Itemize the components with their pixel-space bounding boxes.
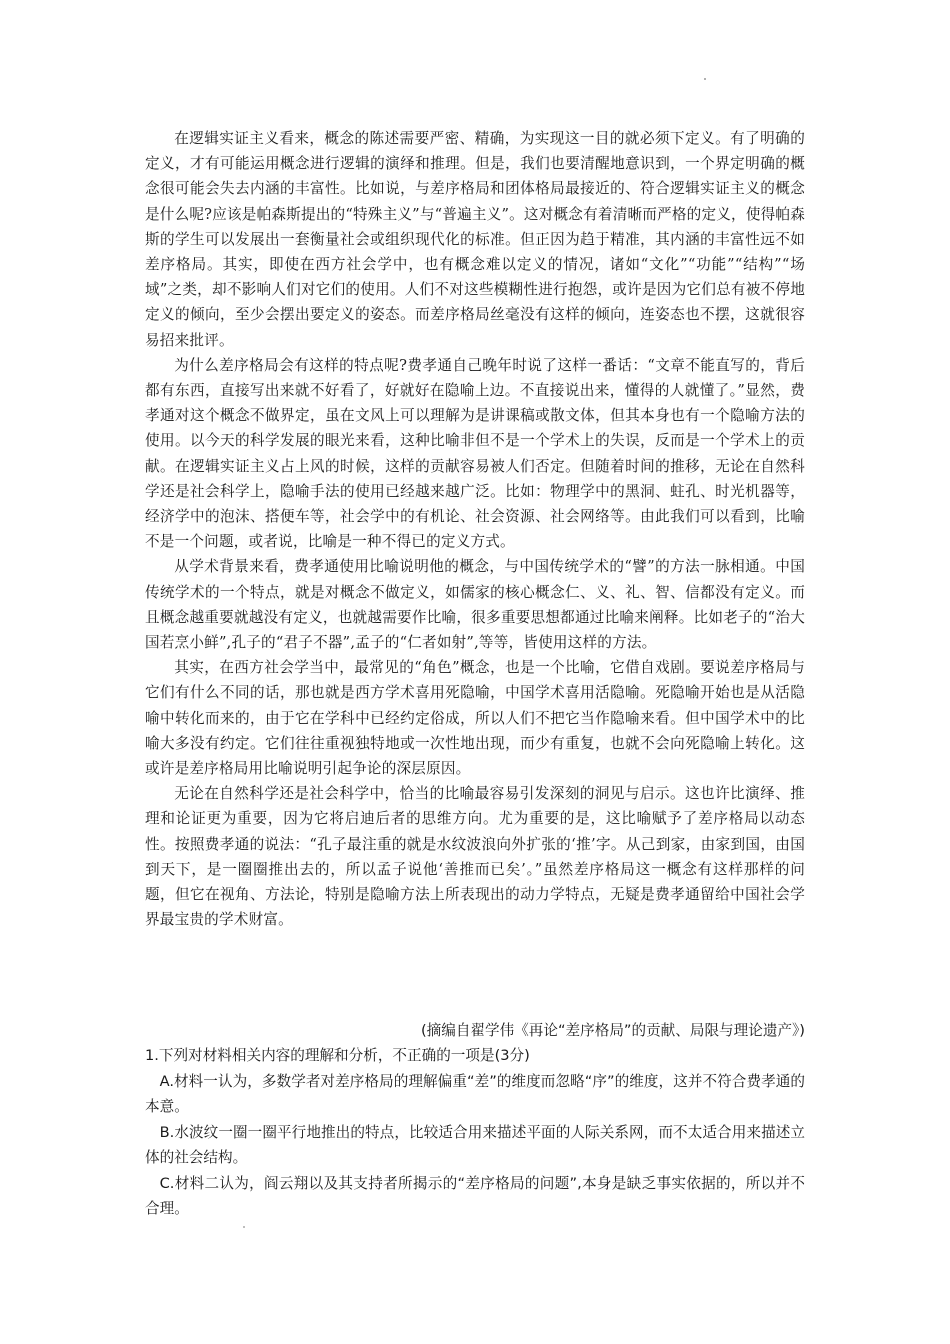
option-c: C.材料二认为，阎云翔以及其支持者所揭示的“差序格局的问题”,本身是缺乏事实依据的，所以并不合理。 (145, 1174, 805, 1217)
question-stem: 1.下列对材料相关内容的理解和分析，不正确的一项是(3分) (145, 1047, 530, 1064)
source-citation: (摘编自翟学伟《再论“差序格局”的贡献、局限与理论遗产》) (420, 1022, 805, 1039)
paragraph: 其实，在西方社会学当中，最常见的“角色”概念，也是一个比喻，它借自戏剧。要说差序格局与它们有什么不同的话，那也就是西方学术喜用死隐喻，中国学术喜用活隐喻。死隐喻开始也是从活隐喻中转化而来的，由于它在学科中已经约定俗成，所以人们不把它当作隐喻来看。但中国学术中的比喻大多没有约定。它们往往重视独特地或一次性地出现，而少有重复，也就不会向死隐喻上转化。这或许是差序格局用比喻说明引起争论的深层原因。 (145, 659, 805, 778)
scan-dot (704, 78, 706, 80)
scan-dot (243, 1226, 245, 1228)
option-b: B.水波纹一圈一圈平行地推出的特点，比较适合用来描述平面的人际关系网，而不太适合用来描述立体的社会结构。 (145, 1123, 805, 1166)
paragraph: 无论在自然科学还是社会科学中，恰当的比喻最容易引发深刻的洞见与启示。这也许比演绎、推理和论证更为重要，因为它将启迪后者的思维方向。尤为重要的是，这比喻赋予了差序格局以动态性。按照费孝通的说法：“孔子最注重的就是水纹波浪向外扩张的‘推’字。从己到家，由家到国，由国到天下，是一圈圈推出去的，所以孟子说他‘善推而已矣’。”虽然差序格局这一概念有这样那样的问题，但它在视角、方法论，特别是隐喻方法上所表现出的动力学特点，无疑是费孝通留给中国社会学界最宝贵的学术财富。 (145, 785, 805, 929)
paragraph: 从学术背景来看，费孝通使用比喻说明他的概念，与中国传统学术的“譬”的方法一脉相通。中国传统学术的一个特点，就是对概念不做定义，如儒家的核心概念仁、义、礼、智、信都没有定义。而且概念越重要就越没有定义，也就越需要作比喻，很多重要思想都通过比喻来阐释。比如老子的“治大国若烹小鲜”,孔子的“君子不器”,孟子的“仁者如射”,等等，皆使用这样的方法。 (145, 558, 805, 652)
paragraph: 在逻辑实证主义看来，概念的陈述需要严密、精确，为实现这一目的就必须下定义。有了明确的定义，才有可能运用概念进行逻辑的演绎和推理。但是，我们也要清醒地意识到，一个界定明确的概念很可能会失去内涵的丰富性。比如说，与差序格局和团体格局最接近的、符合逻辑实证主义的概念是什么呢?应该是帕森斯提出的“特殊主义”与“普遍主义”。这对概念有着清晰而严格的定义，使得帕森斯的学生可以发展出一套衡量社会或组织现代化的标准。但正因为趋于精准，其内涵的丰富性远不如差序格局。其实，即使在西方社会学中，也有概念难以定义的情况，诸如“文化”“功能”“结构”“场域”之类，却不影响人们对它们的使用。人们不对这些模糊性进行抱怨，或许是因为它们总有被不停地定义的倾向，至少会摆出要定义的姿态。而差序格局丝毫没有这样的倾向，连姿态也不摆，这就很容易招来批评。 (145, 130, 806, 349)
question-block (145, 1043, 805, 1222)
article-body (145, 126, 805, 933)
option-a: A.材料一认为，多数学者对差序格局的理解偏重“差”的维度而忽略“序”的维度，这并不符合费孝通的本意。 (145, 1072, 805, 1115)
paragraph: 为什么差序格局会有这样的特点呢?费孝通自己晚年时说了这样一番话：“文章不能直写的，背后都有东西，直接写出来就不好看了，好就好在隐喻上边。不直接说出来，懂得的人就懂了。”显然，费孝通对这个概念不做界定，虽在文风上可以理解为是讲课稿或散文体，但其本身也有一个隐喻方法的使用。以今天的科学发展的眼光来看，这种比喻非但不是一个学术上的失误，反而是一个学术上的贡献。在逻辑实证主义占上风的时候，这样的贡献容易被人们否定。但随着时间的推移，无论在自然科学还是社会科学上，隐喻手法的使用已经越来越广泛。比如：物理学中的黑洞、蛀孔、时光机器等，经济学中的泡沫、搭便车等，社会学中的有机论、社会资源、社会网络等。由此我们可以看到，比喻不是一个问题，或者说，比喻是一种不得已的定义方式。 (145, 356, 805, 551)
